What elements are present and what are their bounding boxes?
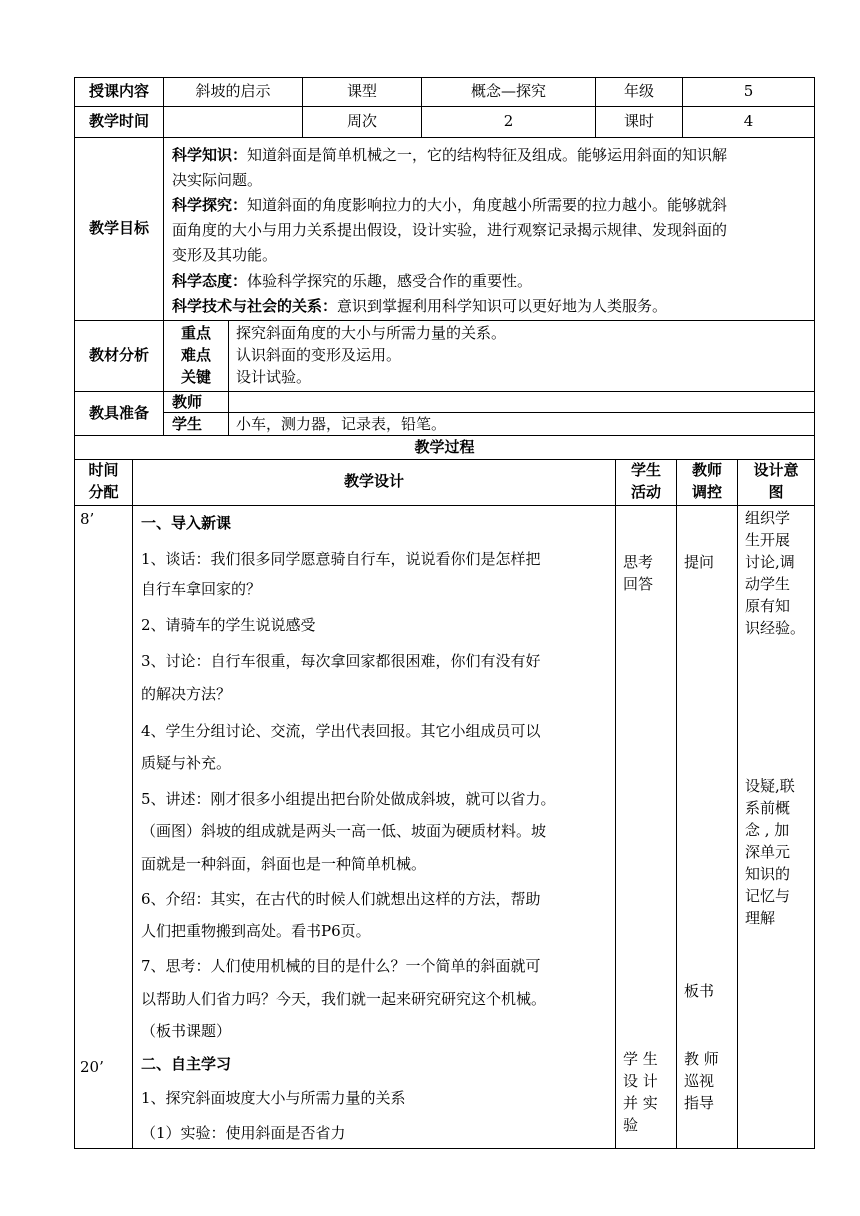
type-value: 概念—探究 <box>470 82 546 100</box>
design-line: （画图）斜坡的组成就是两头一高一低、坡面为硬质材料。坡 <box>141 822 547 840</box>
time-label: 教学时间 <box>88 112 149 130</box>
intent-line: 动学生 <box>745 575 791 593</box>
intent-line: 深单元 <box>745 843 791 861</box>
student-activity: 验 <box>623 1116 639 1134</box>
design-line: 5、讲述：刚才很多小组提出把台阶处做成斜坡，就可以省力。 <box>141 790 556 808</box>
analysis-label: 教材分析 <box>88 346 149 364</box>
crux-text: 设计试验。 <box>236 368 312 386</box>
content-label: 授课内容 <box>88 82 149 100</box>
teacher-label: 教师 <box>172 393 203 411</box>
intent-line: 讨论,调 <box>745 553 795 571</box>
type-label: 课型 <box>346 82 377 100</box>
teacher-action: 提问 <box>684 553 715 571</box>
time-slot: 8’ <box>80 510 95 528</box>
student-activity: 回答 <box>623 575 654 593</box>
process-title: 教学过程 <box>414 438 475 456</box>
knowledge-title: 科学知识： <box>172 146 248 164</box>
intent-line: 念 , 加 <box>745 821 790 839</box>
col-teacher: 调控 <box>691 483 722 501</box>
design-line: 1、谈话：我们很多同学愿意骑自行车，说说看你们是怎样把 <box>141 550 541 568</box>
col-time: 时间 <box>88 461 119 479</box>
knowledge-line: 决实际问题。 <box>172 171 263 189</box>
key-label: 重点 <box>180 324 211 342</box>
intent-line: 识经验。 <box>745 619 806 637</box>
design-line: 7、思考：人们使用机械的目的是什么？一个简单的斜面就可 <box>141 957 541 975</box>
tools-label: 教具准备 <box>88 404 149 422</box>
inquiry-line: 面角度的大小与用力关系提出假设，设计实验，进行观察记录揭示规律、发现斜面的 <box>172 221 728 239</box>
design-line: 以帮助人们省力吗？今天，我们就一起来研究研究这个机械。 <box>141 990 547 1008</box>
col-teacher: 教师 <box>691 461 722 479</box>
intent-line: 知识的 <box>745 865 791 883</box>
design-line: （1）实验：使用斜面是否省力 <box>141 1124 346 1142</box>
intent-line: 理解 <box>745 909 776 927</box>
intent-line: 记忆与 <box>745 887 791 905</box>
design-line: 人们把重物搬到高处。看书P6页。 <box>141 922 371 940</box>
student-activity: 并 实 <box>623 1094 658 1112</box>
design-line: 3、讨论：自行车很重，每次拿回家都很困难，你们有没有好 <box>141 652 541 670</box>
intent-line: 设疑,联 <box>745 777 795 795</box>
week-value: 2 <box>503 112 514 130</box>
content-value: 斜坡的启示 <box>195 82 271 100</box>
design-line: 1、探究斜面坡度大小与所需力量的关系 <box>141 1089 406 1107</box>
student-text: 小车，测力器，记录表，铅笔。 <box>236 415 447 433</box>
design-line: 4、学生分组讨论、交流，学出代表回报。其它小组成员可以 <box>141 722 541 740</box>
inquiry-title: 科学探究： <box>172 196 248 214</box>
section-heading: 二、自主学习 <box>141 1055 232 1073</box>
section-heading: 一、导入新课 <box>141 514 232 532</box>
design-line: （板书课题） <box>141 1022 232 1040</box>
intent-line: 原有知 <box>745 597 791 615</box>
col-design: 教学设计 <box>343 472 404 490</box>
design-line: 质疑与补充。 <box>141 754 232 772</box>
grade-value: 5 <box>743 82 754 100</box>
col-time: 分配 <box>88 483 119 501</box>
col-student: 学生 <box>630 461 661 479</box>
inquiry-line: 知道斜面的角度影响拉力的大小，角度越小所需要的拉力越小。能够就斜 <box>247 196 728 214</box>
student-activity: 学 生 <box>623 1050 658 1068</box>
sts-text: 意识到掌握利用科学知识可以更好地为人类服务。 <box>337 297 668 315</box>
design-line: 2、请骑车的学生说说感受 <box>141 616 316 634</box>
period-value: 4 <box>743 112 754 130</box>
col-student: 活动 <box>630 483 661 501</box>
objectives-label: 教学目标 <box>88 219 149 237</box>
difficult-text: 认识斜面的变形及运用。 <box>236 346 402 364</box>
design-line: 面就是一种斜面，斜面也是一种简单机械。 <box>141 855 427 873</box>
inquiry-line: 变形及其功能。 <box>172 246 278 264</box>
period-label: 课时 <box>623 112 654 130</box>
student-activity: 思考 <box>623 553 654 571</box>
teacher-action: 板书 <box>684 982 715 1000</box>
design-line: 自行车拿回家的？ <box>141 580 262 598</box>
student-activity: 设 计 <box>623 1072 658 1090</box>
intent-line: 系前概 <box>745 799 791 817</box>
design-line: 的解决方法？ <box>141 685 232 703</box>
key-text: 探究斜面角度的大小与所需力量的关系。 <box>236 324 507 342</box>
design-line: 6、介绍：其实，在古代的时候人们就想出这样的方法，帮助 <box>141 890 541 908</box>
teacher-action: 指导 <box>684 1094 715 1112</box>
week-label: 周次 <box>346 112 377 130</box>
intent-line: 组织学 <box>745 509 791 527</box>
crux-label: 关键 <box>180 368 211 386</box>
teacher-action: 教 师 <box>684 1050 719 1068</box>
time-slot: 20’ <box>80 1058 104 1076</box>
difficult-label: 难点 <box>180 346 211 364</box>
student-label: 学生 <box>172 415 203 433</box>
sts-title: 科学技术与社会的关系： <box>172 297 338 315</box>
intent-line: 生开展 <box>745 531 791 549</box>
col-intent: 图 <box>768 483 784 501</box>
knowledge-line: 知道斜面是简单机械之一，它的结构特征及组成。能够运用斜面的知识解 <box>247 146 728 164</box>
col-intent: 设计意 <box>753 461 799 479</box>
attitude-title: 科学态度： <box>172 272 248 290</box>
grade-label: 年级 <box>623 82 654 100</box>
teacher-action: 巡视 <box>684 1072 715 1090</box>
attitude-text: 体验科学探究的乐趣，感受合作的重要性。 <box>247 272 533 290</box>
